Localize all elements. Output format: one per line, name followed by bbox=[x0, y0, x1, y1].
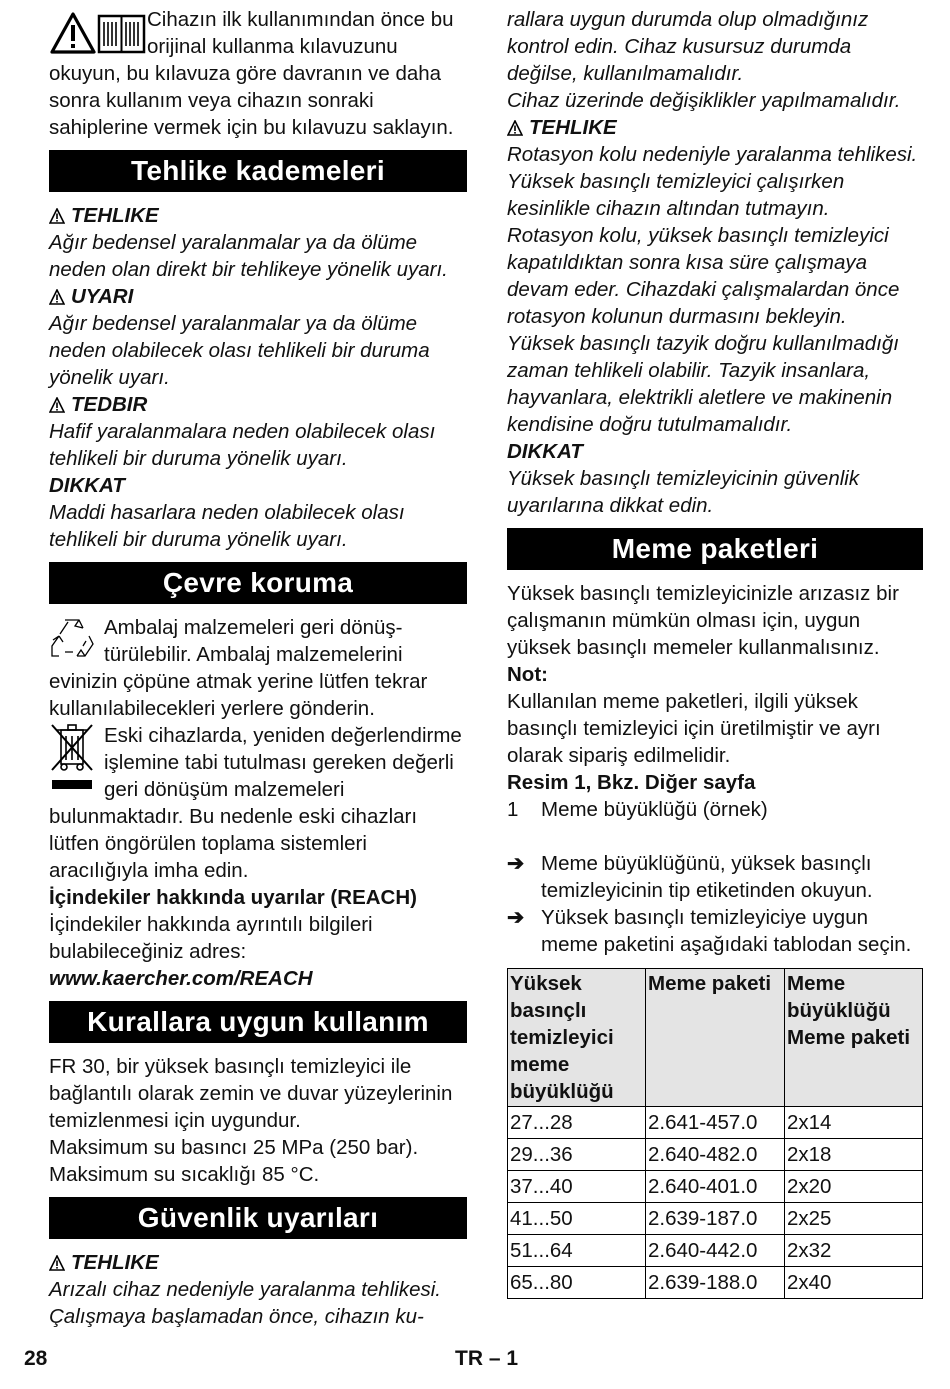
nozzle-text-1: Yüksek basınçlı temizleyicinizle arızasız bir çalışmanın mümkün olması için, uygun yüksek basınçlı memeler kullanmalısınız. bbox=[507, 582, 899, 659]
table-row bbox=[508, 1267, 923, 1299]
table-cell: 27...28 bbox=[508, 1107, 646, 1139]
label-dikkat: DIKKAT bbox=[49, 474, 125, 497]
use-text-1: FR 30, bir yüksek basınçlı temizleyici ile bağlantılı olarak zemin ve duvar yüzeylerinin temizlenmesi için uygundur. bbox=[49, 1055, 453, 1132]
table-header: Meme paketi bbox=[646, 969, 785, 1107]
warning-triangle-icon bbox=[49, 283, 71, 310]
table-cell: 37...40 bbox=[508, 1171, 646, 1203]
recycle-text: Ambalaj malzemeleri geri dönüş-türülebilir. Ambalaj malzemelerini evinizin çöpüne atmak yerine lütfen tekrar kullanılabilecekleri yerlere gönderin. bbox=[49, 616, 428, 720]
reach-url[interactable]: www.kaercher.com/REACH bbox=[49, 967, 313, 990]
table-cell: 2.639-188.0 bbox=[646, 1267, 785, 1299]
table-cell: 2x40 bbox=[785, 1267, 923, 1299]
blank-line bbox=[507, 823, 923, 850]
table-row bbox=[508, 1235, 923, 1267]
weee-block bbox=[49, 722, 467, 884]
text-safety-tehlike-1-part1: Arızalı cihaz nedeniyle yaralanma tehlikesi. Çalışmaya başlamadan önce, cihazın ku- bbox=[49, 1278, 441, 1328]
table-cell: 2.639-187.0 bbox=[646, 1203, 785, 1235]
label-safety-tehlike-2: TEHLIKE bbox=[507, 114, 923, 141]
table-row bbox=[508, 1139, 923, 1171]
text-rotation-arm-2: Rotasyon kolu, yüksek basınçlı temizleyici kapatıldıktan sonra kısa süre çalışmaya devam eder. Cihazdaki çalışmalardan önce rotasyon kolunun durmasını bekleyin. bbox=[507, 224, 900, 328]
note-text: Kullanılan meme paketleri, ilgili yüksek basınçlı temizleyici için üretilmiştir ve ayrı olarak sipariş edilmelidir. bbox=[507, 690, 881, 767]
text-jet-danger: Yüksek basınçlı tazyik doğru kullanılmadığı zaman tehlikeli olabilir. Tazyik insanlara, hayvanlara, elektrikli aletlere ve makinenin kendisine doğru tutulmamalıdır. bbox=[507, 332, 899, 436]
reach-text: İçindekiler hakkında ayrıntılı bilgileri bulabileceğiniz adres: bbox=[49, 913, 373, 963]
page-number: 28 bbox=[24, 1347, 48, 1370]
table-row bbox=[508, 1171, 923, 1203]
section-heading-safety: Güvenlik uyarıları bbox=[49, 1197, 467, 1239]
table-cell: 2x25 bbox=[785, 1203, 923, 1235]
table-cell: 51...64 bbox=[508, 1235, 646, 1267]
weee-text: Eski cihazlarda, yeniden değerlendirme işlemine tabi tutulması gereken değerli geri dönüşüm malzemeleri bulunmaktadır. Bu nedenle eski cihazları lütfen öngörülen toplama sistemleri aracılığıyla imha edin. bbox=[49, 724, 462, 882]
text-tedbir: Hafif yaralanmalara neden olabilecek olası tehlikeli bir duruma yönelik uyarı. bbox=[49, 420, 436, 470]
figure-legend-item: 1 Meme büyüklüğü (örnek) bbox=[507, 798, 768, 821]
arrow-icon: ➔ bbox=[507, 906, 525, 929]
warning-triangle-icon bbox=[49, 1249, 71, 1276]
table-cell: 2.640-442.0 bbox=[646, 1235, 785, 1267]
table-cell: 2.640-482.0 bbox=[646, 1139, 785, 1171]
figure-reference: Resim 1, Bkz. Diğer sayfa bbox=[507, 771, 756, 794]
section-heading-intended-use: Kurallara uygun kullanım bbox=[49, 1001, 467, 1043]
text-safety-dikkat: Yüksek basınçlı temizleyicinin güvenlik uyarılarına dikkat edin. bbox=[507, 467, 860, 517]
warning-triangle-icon bbox=[49, 391, 71, 418]
text-tehlike: Ağır bedensel yaralanmalar ya da ölüme neden olan direkt bir tehlikeye yönelik uyarı. bbox=[49, 231, 448, 281]
table-row bbox=[508, 1107, 923, 1139]
step-choose-pack: ➔ Yüksek basınçlı temizleyiciye uygun meme paketini aşağıdaki tablodan seçin. bbox=[507, 906, 912, 956]
text-no-modification: Cihaz üzerinde değişiklikler yapılmamalıdır. bbox=[507, 89, 901, 112]
recycle-block bbox=[49, 614, 467, 722]
recycle-icon bbox=[49, 614, 99, 665]
table-cell: 2x14 bbox=[785, 1107, 923, 1139]
table-cell: 2x18 bbox=[785, 1139, 923, 1171]
text-uyari: Ağır bedensel yaralanmalar ya da ölüme neden olabilecek olası tehlikeli bir duruma yönelik uyarı. bbox=[49, 312, 430, 389]
right-column bbox=[507, 6, 923, 1299]
table-header: Meme büyüklüğü Meme paketi bbox=[785, 969, 923, 1107]
table-cell: 2.640-401.0 bbox=[646, 1171, 785, 1203]
table-cell: 2x32 bbox=[785, 1235, 923, 1267]
text-dikkat: Maddi hasarlara neden olabilecek olası tehlikeli bir duruma yönelik uyarı. bbox=[49, 501, 405, 551]
label-tedbir: TEDBIR bbox=[49, 391, 467, 418]
nozzle-pack-table bbox=[507, 968, 923, 1299]
label-tehlike: TEHLIKE bbox=[49, 202, 467, 229]
label-safety-dikkat: DIKKAT bbox=[507, 440, 583, 463]
use-text-2: Maksimum su basıncı 25 MPa (250 bar). bbox=[49, 1136, 419, 1159]
arrow-icon: ➔ bbox=[507, 852, 525, 875]
table-cell: 2x20 bbox=[785, 1171, 923, 1203]
text-safety-tehlike-1-part2: rallara uygun durumda olup olmadığınız kontrol edin. Cihaz kusursuz durumda değilse, kullanılmamalıdır. bbox=[507, 8, 869, 85]
table-header: Yüksek basınçlı temizleyici meme büyüklüğü bbox=[508, 969, 646, 1107]
label-safety-tehlike-1: TEHLIKE bbox=[49, 1249, 467, 1276]
table-header-row bbox=[508, 969, 923, 1107]
intro-block bbox=[49, 6, 467, 141]
manual-book-icon bbox=[99, 16, 144, 52]
section-heading-nozzle-packs: Meme paketleri bbox=[507, 528, 923, 570]
table-row bbox=[508, 1203, 923, 1235]
warning-manual-icons bbox=[49, 10, 147, 58]
intro-text: Cihazın ilk kullanımından önce bu orijinal kullanma kılavuzunu okuyun, bu kılavuza göre davranın ve daha sonra kullanım veya cihazın sonraki sahiplerine vermek için bu kılavuzu saklayın. bbox=[49, 8, 454, 139]
warning-triangle-icon bbox=[507, 114, 529, 141]
warning-triangle-icon bbox=[49, 202, 71, 229]
table-cell: 2.641-457.0 bbox=[646, 1107, 785, 1139]
table-cell: 41...50 bbox=[508, 1203, 646, 1235]
table-cell: 65...80 bbox=[508, 1267, 646, 1299]
text-rotation-arm-1: Rotasyon kolu nedeniyle yaralanma tehlikesi. Yüksek basınçlı temizleyici çalışırken kesinlikle cihazın altından tutmayın. bbox=[507, 143, 918, 220]
footer-section: TR – 1 bbox=[455, 1347, 519, 1370]
reach-heading: İçindekiler hakkında uyarılar (REACH) bbox=[49, 886, 417, 909]
section-heading-danger-levels: Tehlike kademeleri bbox=[49, 150, 467, 192]
label-uyari: UYARI bbox=[49, 283, 467, 310]
crossed-bin-icon bbox=[49, 722, 99, 799]
step-read-label: ➔ Meme büyüklüğünü, yüksek basınçlı temizleyicinin tip etiketinden okuyun. bbox=[507, 852, 873, 902]
section-heading-environment: Çevre koruma bbox=[49, 562, 467, 604]
table-cell: 29...36 bbox=[508, 1139, 646, 1171]
use-text-3: Maksimum su sıcaklığı 85 °C. bbox=[49, 1163, 320, 1186]
warning-triangle-icon bbox=[49, 10, 147, 56]
note-label: Not: bbox=[507, 663, 548, 686]
left-column bbox=[49, 6, 467, 1330]
